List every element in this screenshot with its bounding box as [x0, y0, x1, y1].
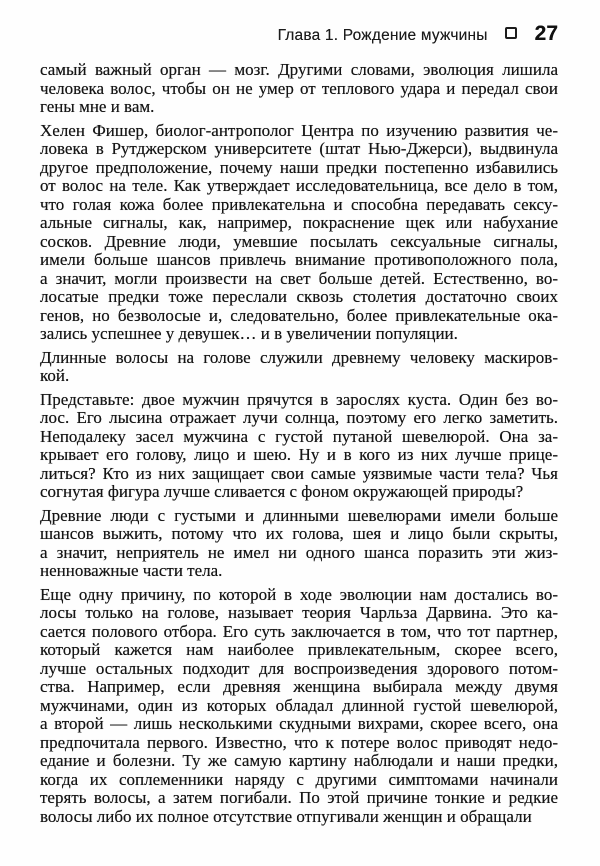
page-number: 27 — [534, 22, 558, 45]
text-line: крывает его голову, лицо и шею. Ну и в кого из них лучше прице- — [40, 445, 558, 464]
text-line: гены мне и вам. — [40, 97, 155, 116]
body-text — [40, 61, 558, 826]
text-line: Длинные волосы на голове служили древнему человеку маскиров- — [40, 347, 558, 367]
paragraph — [40, 122, 558, 344]
text-line: Представьте: двое мужчин прячутся в зарослях куста. Один без во- — [40, 389, 558, 409]
text-line: когда их соплеменники наряду с другими симптомами начинали — [40, 769, 558, 789]
paragraph — [40, 61, 558, 117]
text-line: альные сигналы, как, например, покраснение щек или набухание — [40, 213, 558, 232]
paragraph — [40, 507, 558, 581]
text-line: ненноважные части тела. — [40, 561, 223, 580]
text-line: Еще одну причину, по которой в ходе эволюции нам достались во- — [40, 584, 558, 604]
text-line: самый важный орган — мозг. Другими словами, эволюция лишила — [40, 60, 558, 79]
paragraph — [40, 391, 558, 502]
text-line: ства. Например, если древняя женщина выбирала между двумя — [40, 677, 558, 696]
text-line: мужчинами, один из которых обладал длинной густой шевелюрой, — [40, 695, 558, 715]
text-line: который кажется нам наиболее привлекательным, скорее всего, — [40, 640, 558, 659]
text-line: сается полового отбора. Его суть заключается в том, что тот партнер, — [40, 621, 558, 641]
paragraph — [40, 349, 558, 386]
text-line: человека волос, чтобы он не умер от теплового удара и передал свои — [40, 78, 558, 98]
running-header — [40, 22, 558, 46]
text-line: лосы только на голове, называет теория Чарльза Дарвина. Это ка- — [40, 603, 558, 622]
text-line: Неподалеку засел мужчина с густой путаной шевелюрой. Она за- — [40, 426, 558, 446]
text-line: шансов выжить, потому что их голова, шея и лицо были скрыты, — [40, 524, 558, 543]
text-line: от волос на теле. Как утверждает исследовательница, все дело в том, — [40, 176, 558, 195]
text-line: лос. Его лысина отражает лучи солнца, поэтому его легко заметить. — [40, 408, 558, 427]
text-line: а второй — лишь несколькими скудными вихрами, скорее всего, она — [40, 714, 558, 733]
text-line: едание и болезни. Ту же самую картину наблюдали и наши предки, — [40, 751, 558, 770]
square-bullet-icon — [505, 27, 517, 39]
text-line: другое предположение, почему наши предки постепенно избавились — [40, 157, 558, 177]
text-line: Хелен Фишер, биолог-антрополог Центра по изучению развития че- — [40, 120, 558, 140]
text-line: генов, но безволосые и, следовательно, более привлекательные ока- — [40, 305, 558, 325]
text-line: лучше остальных подходит для воспроизведения здорового потом- — [40, 658, 558, 678]
text-line: а значит, могли произвести на свет больше детей. Естественно, во- — [40, 268, 558, 288]
text-line: сосков. Древние люди, умевшие посылать сексуальные сигналы, — [40, 231, 558, 251]
text-line: имели больше шансов привлечь внимание противоположного пола, — [40, 250, 558, 269]
chapter-title: Глава 1. Рождение мужчины — [277, 27, 488, 44]
text-line: Древние люди с густыми и длинными шевелюрами имели больше — [40, 505, 558, 525]
text-line: волосы либо их полное отсутствие отпугивали женщин и обращали — [40, 806, 532, 826]
text-line: что голая кожа более привлекательна и способна передавать сексу- — [40, 194, 558, 214]
text-line: зались успешнее у девушек… и в увеличении популяции. — [40, 324, 458, 343]
text-line: терять волосы, а затем погибали. По этой причине тонкие и редкие — [40, 788, 558, 807]
text-line: согнутая фигура лучше сливается с фоном окружающей природы? — [40, 482, 524, 501]
text-line: кой. — [40, 366, 70, 385]
text-line: литься? Кто из них защищает свои самые уязвимые части тела? Чья — [40, 463, 558, 483]
text-line: ловека в Рутджерском университете (штат Нью-Джерси), выдвинула — [40, 139, 558, 158]
paragraph — [40, 586, 558, 827]
text-line: предпочитала первого. Известно, что к потере волос приводят недо- — [40, 732, 558, 752]
text-line: а значит, неприятель не имел ни одного шанса поразить эти жиз- — [40, 542, 558, 562]
text-line: лосатые предки тоже переслали сквозь столетия достаточно своих — [40, 287, 558, 306]
